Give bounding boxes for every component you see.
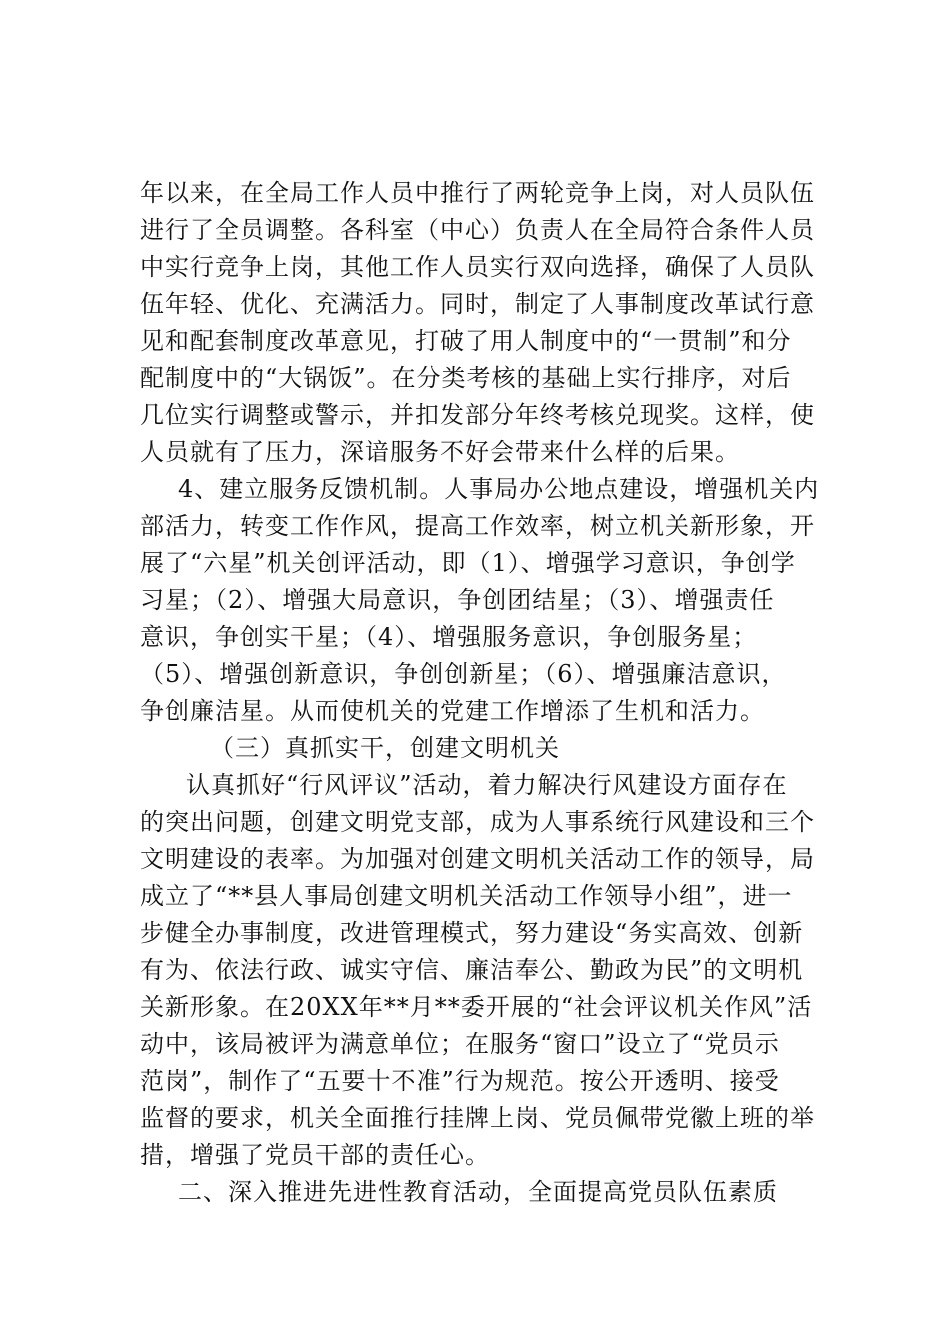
text-line: 措，增强了党员干部的责任心。 <box>140 1141 490 1169</box>
text-line: 动中，该局被评为满意单位；在服务“窗口”设立了“党员示 <box>140 1030 780 1058</box>
text-line: 几位实行调整或警示，并扣发部分年终考核兑现奖。这样，使 <box>140 401 815 429</box>
text-line: 认真抓好“行风评议”活动，着力解决行风建设方面存在 <box>186 771 788 799</box>
text-line: 配制度中的“大锅饭”。在分类考核的基础上实行排序，对后 <box>140 364 792 392</box>
text-line: 意识，争创实干星；（4）、增强服务意识，争创服务星； <box>140 623 758 651</box>
text-line: 成立了“**县人事局创建文明机关活动工作领导小组”，进一 <box>140 882 793 910</box>
section-heading: （三）真抓实干，创建文明机关 <box>210 734 560 762</box>
text-line: 年以来，在全局工作人员中推行了两轮竞争上岗，对人员队伍 <box>140 179 815 207</box>
text-line: 进行了全员调整。各科室（中心）负责人在全局符合条件人员 <box>140 216 815 244</box>
text-line: 部活力，转变工作作风，提高工作效率，树立机关新形象，开 <box>140 512 815 540</box>
text-line: 习星；（2）、增强大局意识，争创团结星；（3）、增强责任 <box>140 586 775 614</box>
text-line: 展了“六星”机关创评活动，即（1）、增强学习意识，争创学 <box>140 549 796 577</box>
text-line: 步健全办事制度，改进管理模式，努力建设“务实高效、创新 <box>140 919 804 947</box>
text-line: 伍年轻、优化、充满活力。同时，制定了人事制度改革试行意 <box>140 290 815 318</box>
text-line: 争创廉洁星。从而使机关的党建工作增添了生机和活力。 <box>140 697 765 725</box>
text-line: 见和配套制度改革意见，打破了用人制度中的“一贯制”和分 <box>140 327 792 355</box>
text-line: 人员就有了压力，深谙服务不好会带来什么样的后果。 <box>140 438 740 466</box>
text-line: 范岗”，制作了“五要十不准”行为规范。按公开透明、接受 <box>140 1067 780 1095</box>
text-line: 中实行竞争上岗，其他工作人员实行双向选择，确保了人员队 <box>140 253 815 281</box>
text-line: 有为、依法行政、诚实守信、廉洁奉公、勤政为民”的文明机 <box>140 956 804 984</box>
section-heading: 二、深入推进先进性教育活动，全面提高党员队伍素质 <box>178 1178 778 1206</box>
text-line: 关新形象。在20XX年**月**委开展的“社会评议机关作风”活 <box>140 993 813 1021</box>
text-line: 4、建立服务反馈机制。人事局办公地点建设，增强机关内 <box>178 475 820 503</box>
text-line: 监督的要求，机关全面推行挂牌上岗、党员佩带党徽上班的举 <box>140 1104 815 1132</box>
text-line: 的突出问题，创建文明党支部，成为人事系统行风建设和三个 <box>140 808 815 836</box>
text-line: （5）、增强创新意识，争创创新星；（6）、增强廉洁意识， <box>140 660 787 688</box>
text-line: 文明建设的表率。为加强对创建文明机关活动工作的领导，局 <box>140 845 815 873</box>
